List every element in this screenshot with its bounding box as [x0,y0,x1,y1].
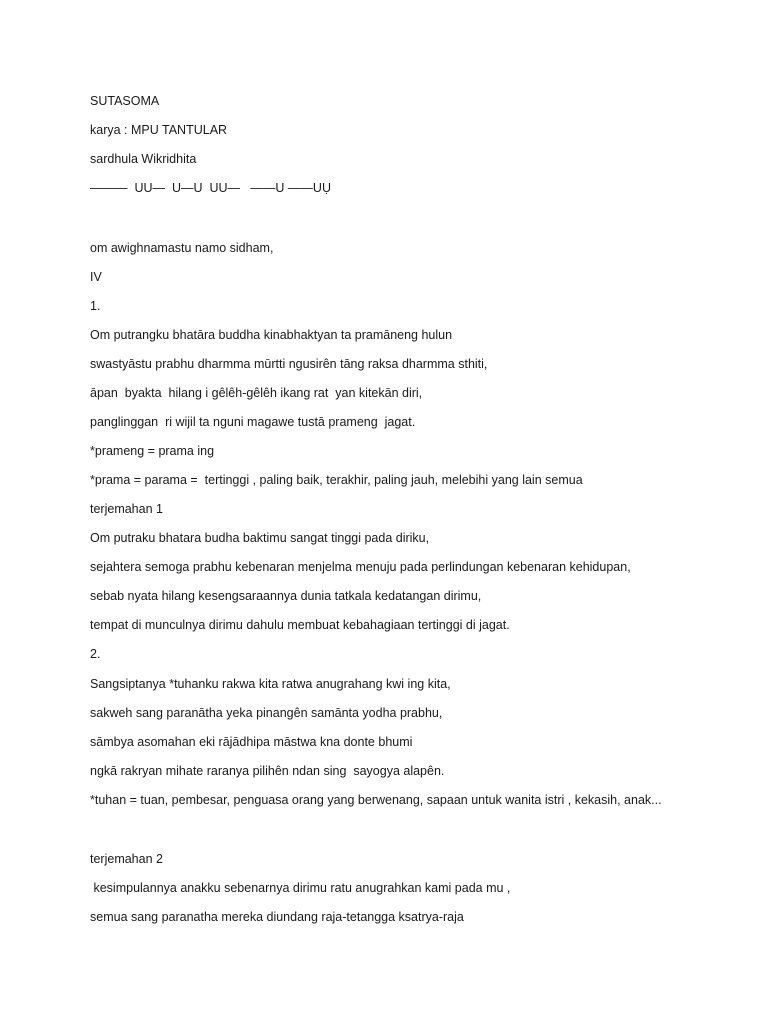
verse-line: swastyāstu prabhu dharmma mūrtti ngusirên tāng raksa dharmma sthiti, [90,357,488,371]
translation-line: Om putraku bhatara budha baktimu sangat tinggi pada diriku, [90,531,430,545]
stanza-number: 2. [90,647,101,661]
footnote-line: *prameng = prama ing [90,444,215,458]
verse-line: Sangsiptanya *tuhanku rakwa kita ratwa anugrahang kwi ing kita, [90,677,451,691]
footnote-line: *prama = parama = tertinggi , paling baik, terakhir, paling jauh, melebihi yang lain semua [90,473,583,487]
translation-line: kesimpulannya anakku sebenarnya dirimu ratu anugrahkan kami pada mu , [90,881,511,895]
translation-line: semua sang paranatha mereka diundang raja-tetangga ksatrya-raja [90,910,464,924]
meter-pattern: ——— UU— U—U UU— ——U ——UỤ [90,181,331,195]
verse-line: āpan byakta hilang i gêlêh-gêlêh ikang rat yan kitekān diri, [90,386,423,400]
meter-name: sardhula Wikridhita [90,152,197,166]
verse-line: ngkā rakryan mihate raranya pilihên ndan sing sayogya alapên. [90,764,445,778]
translation-heading: terjemahan 2 [90,852,163,866]
verse-line: sakweh sang paranātha yeka pinangên samānta yodha prabhu, [90,706,443,720]
verse-line: Om putrangku bhatāra buddha kinabhaktyan ta pramāneng hulun [90,328,453,342]
author-line: karya : MPU TANTULAR [90,123,228,137]
translation-line: tempat di munculnya dirimu dahulu membuat kebahagiaan tertinggi di jagat. [90,618,510,632]
verse-line: sāmbya asomahan eki rājādhipa māstwa kna donte bhumi [90,735,413,749]
translation-line: sejahtera semoga prabhu kebenaran menjelma menuju pada perlindungan kebenaran kehidupan, [90,560,631,574]
footnote-line: *tuhan = tuan, pembesar, penguasa orang yang berwenang, sapaan untuk wanita istri , kekasih, anak... [90,793,662,807]
canto-number: IV [90,270,102,284]
document-title: SUTASOMA [90,94,160,108]
translation-heading: terjemahan 1 [90,502,163,516]
stanza-number: 1. [90,299,101,313]
verse-line: panglinggan ri wijil ta nguni magawe tustā prameng jagat. [90,415,416,429]
translation-line: sebab nyata hilang kesengsaraannya dunia tatkala kedatangan dirimu, [90,589,482,603]
invocation-line: om awighnamastu namo sidham, [90,241,274,255]
